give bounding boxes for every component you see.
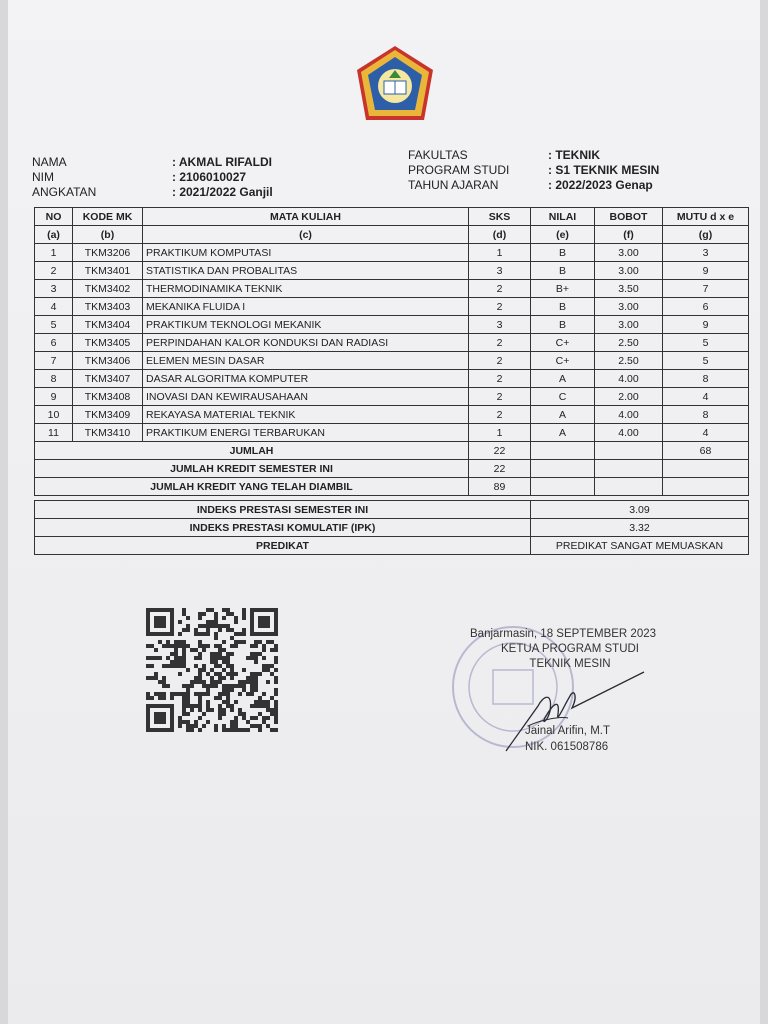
cell-nilai: C+: [531, 334, 595, 352]
kredit-diambil-value: 89: [469, 478, 531, 496]
cell-mutu: 8: [663, 406, 749, 424]
cell-sks: 1: [469, 424, 531, 442]
subheader-d: (d): [469, 226, 531, 244]
table-header-row: [35, 208, 749, 226]
table-row: [35, 352, 749, 370]
cell-bobot: 3.00: [595, 316, 663, 334]
cell-mk: INOVASI DAN KEWIRAUSAHAAN: [143, 388, 469, 406]
jumlah-empty-f: [595, 442, 663, 460]
header-no: NO: [35, 208, 73, 226]
cell-sks: 2: [469, 352, 531, 370]
cell-bobot: 3.50: [595, 280, 663, 298]
angkatan-label: ANGKATAN: [32, 185, 97, 199]
cell-kode: TKM3206: [73, 244, 143, 262]
cell-sks: 2: [469, 406, 531, 424]
cell-kode: TKM3406: [73, 352, 143, 370]
cell-kode: TKM3410: [73, 424, 143, 442]
cell-no: 2: [35, 262, 73, 280]
cell-mk: STATISTIKA DAN PROBALITAS: [143, 262, 469, 280]
kredit-semester-empty-g: [663, 460, 749, 478]
cell-bobot: 2.00: [595, 388, 663, 406]
qr-code: [146, 607, 278, 733]
jumlah-empty-e: [531, 442, 595, 460]
cell-no: 4: [35, 298, 73, 316]
jumlah-row: [35, 442, 749, 460]
cell-mk: PRAKTIKUM ENERGI TERBARUKAN: [143, 424, 469, 442]
ips-row: [35, 501, 749, 519]
program-info: [408, 148, 659, 193]
cell-sks: 3: [469, 262, 531, 280]
cell-mutu: 3: [663, 244, 749, 262]
table-row: [35, 388, 749, 406]
cell-mk: THERMODINAMIKA TEKNIK: [143, 280, 469, 298]
signer-info: [525, 723, 610, 755]
cell-sks: 1: [469, 244, 531, 262]
cell-no: 9: [35, 388, 73, 406]
cell-mutu: 9: [663, 262, 749, 280]
predikat-value: PREDIKAT SANGAT MEMUASKAN: [531, 537, 749, 555]
ips-label: INDEKS PRESTASI SEMESTER INI: [35, 501, 531, 519]
kredit-diambil-label: JUMLAH KREDIT YANG TELAH DIAMBIL: [35, 478, 469, 496]
kredit-semester-value: 22: [469, 460, 531, 478]
cell-mutu: 6: [663, 298, 749, 316]
university-logo: [354, 44, 436, 124]
nim-value: : 2106010027: [172, 170, 247, 184]
nama-label: NAMA: [32, 155, 67, 169]
ips-value: 3.09: [531, 501, 749, 519]
cell-mk: PERPINDAHAN KALOR KONDUKSI DAN RADIASI: [143, 334, 469, 352]
subheader-a: (a): [35, 226, 73, 244]
cell-no: 11: [35, 424, 73, 442]
fakultas-value: : TEKNIK: [548, 148, 600, 162]
student-info: [32, 155, 273, 200]
prodi-label: PROGRAM STUDI: [408, 163, 510, 177]
kredit-semester-empty-e: [531, 460, 595, 478]
jumlah-mutu: 68: [663, 442, 749, 460]
cell-nilai: C: [531, 388, 595, 406]
cell-bobot: 4.00: [595, 424, 663, 442]
table-subheader-row: [35, 226, 749, 244]
cell-bobot: 4.00: [595, 370, 663, 388]
cell-kode: TKM3403: [73, 298, 143, 316]
cell-bobot: 2.50: [595, 334, 663, 352]
cell-mutu: 7: [663, 280, 749, 298]
cell-nilai: A: [531, 406, 595, 424]
cell-mk: MEKANIKA FLUIDA I: [143, 298, 469, 316]
jumlah-label: JUMLAH: [35, 442, 469, 460]
grades-table: [34, 207, 749, 555]
nama-value: : AKMAL RIFALDI: [172, 155, 272, 169]
prodi-value: : S1 TEKNIK MESIN: [548, 163, 660, 177]
cell-nilai: A: [531, 370, 595, 388]
header-kode: KODE MK: [73, 208, 143, 226]
cell-sks: 2: [469, 388, 531, 406]
kredit-diambil-empty-f: [595, 478, 663, 496]
place-date: Banjarmasin, 18 SEPTEMBER 2023: [470, 628, 657, 640]
header-mata-kuliah: MATA KULIAH: [143, 208, 469, 226]
predikat-label: PREDIKAT: [35, 537, 531, 555]
cell-no: 5: [35, 316, 73, 334]
cell-sks: 2: [469, 370, 531, 388]
subheader-e: (e): [531, 226, 595, 244]
cell-no: 8: [35, 370, 73, 388]
table-row: [35, 406, 749, 424]
cell-nilai: B: [531, 244, 595, 262]
cell-kode: TKM3407: [73, 370, 143, 388]
ipk-value: 3.32: [531, 519, 749, 537]
table-row: [35, 298, 749, 316]
cell-mutu: 8: [663, 370, 749, 388]
cell-mk: ELEMEN MESIN DASAR: [143, 352, 469, 370]
tahun-value: : 2022/2023 Genap: [548, 178, 653, 192]
angkatan-value: : 2021/2022 Ganjil: [172, 185, 273, 199]
cell-no: 7: [35, 352, 73, 370]
header-mutu: MUTU d x e: [663, 208, 749, 226]
subheader-b: (b): [73, 226, 143, 244]
cell-nilai: C+: [531, 352, 595, 370]
table-row: [35, 370, 749, 388]
cell-nilai: B: [531, 298, 595, 316]
kredit-semester-row: [35, 460, 749, 478]
transcript-paper: [8, 0, 760, 1024]
ipk-label: INDEKS PRESTASI KOMULATIF (IPK): [35, 519, 531, 537]
kredit-semester-label: JUMLAH KREDIT SEMESTER INI: [35, 460, 469, 478]
cell-nilai: B+: [531, 280, 595, 298]
cell-bobot: 3.00: [595, 244, 663, 262]
kredit-diambil-empty-g: [663, 478, 749, 496]
nim-label: NIM: [32, 170, 54, 184]
cell-no: 6: [35, 334, 73, 352]
jumlah-sks: 22: [469, 442, 531, 460]
cell-no: 10: [35, 406, 73, 424]
cell-bobot: 3.00: [595, 298, 663, 316]
cell-kode: TKM3404: [73, 316, 143, 334]
cell-kode: TKM3405: [73, 334, 143, 352]
cell-mutu: 4: [663, 424, 749, 442]
cell-kode: TKM3402: [73, 280, 143, 298]
cell-mutu: 5: [663, 334, 749, 352]
cell-sks: 3: [469, 316, 531, 334]
table-row: [35, 316, 749, 334]
cell-mutu: 5: [663, 352, 749, 370]
tahun-label: TAHUN AJARAN: [408, 178, 499, 192]
table-row: [35, 424, 749, 442]
header-bobot: BOBOT: [595, 208, 663, 226]
cell-kode: TKM3401: [73, 262, 143, 280]
cell-sks: 2: [469, 298, 531, 316]
fakultas-label: FAKULTAS: [408, 148, 468, 162]
ipk-row: [35, 519, 749, 537]
cell-kode: TKM3409: [73, 406, 143, 424]
cell-nilai: B: [531, 262, 595, 280]
cell-sks: 2: [469, 334, 531, 352]
cell-mutu: 9: [663, 316, 749, 334]
cell-nilai: B: [531, 316, 595, 334]
grade-rows: [35, 244, 749, 442]
table-row: [35, 244, 749, 262]
subheader-c: (c): [143, 226, 469, 244]
signer-name: Jainal Arifin, M.T: [525, 725, 610, 737]
cell-no: 3: [35, 280, 73, 298]
signer-nik: NIK. 061508786: [525, 741, 609, 753]
predikat-row: [35, 537, 749, 555]
table-row: [35, 280, 749, 298]
cell-nilai: A: [531, 424, 595, 442]
cell-mk: PRAKTIKUM KOMPUTASI: [143, 244, 469, 262]
table-row: [35, 262, 749, 280]
kredit-semester-empty-f: [595, 460, 663, 478]
kredit-diambil-empty-e: [531, 478, 595, 496]
cell-mk: REKAYASA MATERIAL TEKNIK: [143, 406, 469, 424]
cell-mk: PRAKTIKUM TEKNOLOGI MEKANIK: [143, 316, 469, 334]
header-sks: SKS: [469, 208, 531, 226]
cell-mutu: 4: [663, 388, 749, 406]
subheader-g: (g): [663, 226, 749, 244]
subheader-f: (f): [595, 226, 663, 244]
table-row: [35, 334, 749, 352]
cell-no: 1: [35, 244, 73, 262]
kredit-diambil-row: [35, 478, 749, 496]
cell-bobot: 4.00: [595, 406, 663, 424]
cell-bobot: 2.50: [595, 352, 663, 370]
signer-title-2: TEKNIK MESIN: [529, 658, 611, 670]
cell-mk: DASAR ALGORITMA KOMPUTER: [143, 370, 469, 388]
cell-kode: TKM3408: [73, 388, 143, 406]
cell-bobot: 3.00: [595, 262, 663, 280]
header-nilai: NILAI: [531, 208, 595, 226]
signer-title-1: KETUA PROGRAM STUDI: [500, 643, 640, 655]
cell-sks: 2: [469, 280, 531, 298]
